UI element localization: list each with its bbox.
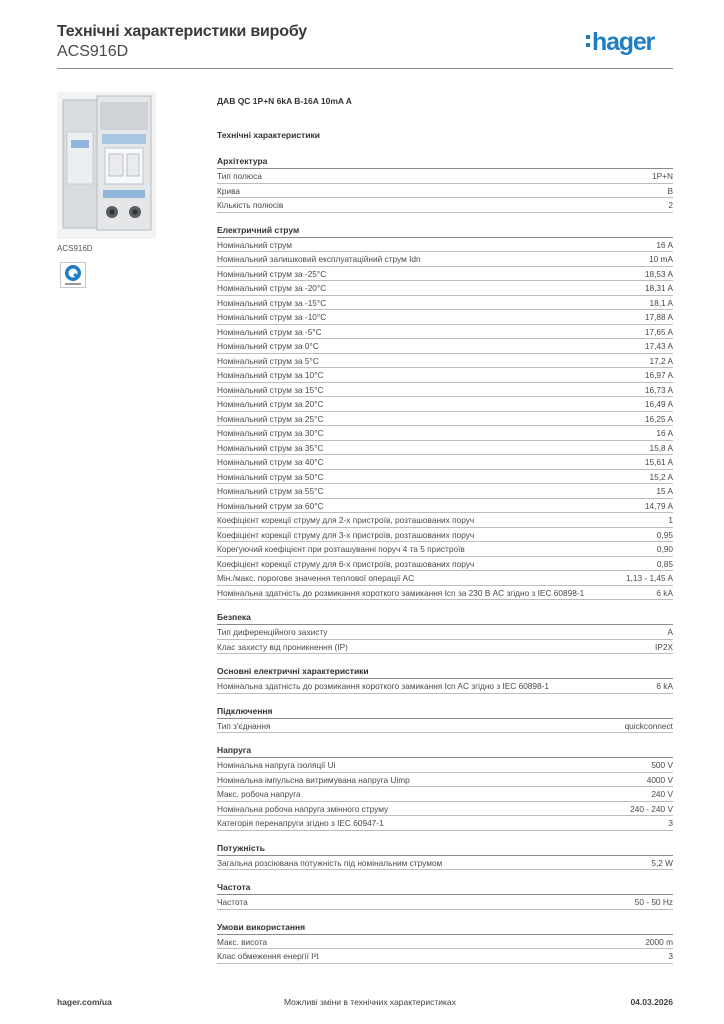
- spec-row: [217, 169, 673, 184]
- product-image: [57, 92, 156, 239]
- spec-label: Клас захисту від проникнення (IP): [217, 641, 348, 652]
- spec-row: [217, 625, 673, 640]
- spec-value: 17,88 A: [644, 312, 673, 322]
- spec-label: Номінальний струм за 20°C: [217, 399, 324, 409]
- spec-row: [217, 310, 673, 325]
- spec-label: Номінальна імпульсна витримувана напруга Uimp: [217, 774, 410, 785]
- spec-label: Номінальний струм за 40°C: [217, 457, 324, 467]
- spec-value: 3: [668, 951, 673, 961]
- footer-note: Можливі зміни в технічних характеристиках: [284, 997, 456, 1007]
- spec-value: B: [667, 185, 673, 196]
- spec-section: [217, 155, 673, 213]
- spec-value: 16 A: [656, 428, 673, 438]
- spec-label: Кількість полюсів: [217, 200, 284, 210]
- spec-value: 240 - 240 V: [630, 803, 673, 814]
- spec-value: A: [667, 627, 673, 637]
- footer-website-link[interactable]: hager.com/ua: [57, 997, 112, 1007]
- spec-value: 1: [668, 515, 673, 525]
- spec-label: Номінальна робоча напруга змінного струму: [217, 803, 389, 814]
- spec-row: [217, 470, 673, 485]
- page-title: Технічні характеристики виробу: [57, 23, 307, 40]
- spec-label: Номінальний струм за 0°C: [217, 341, 319, 351]
- spec-label: Номінальний струм за -20°C: [217, 283, 327, 293]
- spec-value: 17,43 A: [644, 341, 673, 351]
- spec-label: Загальна розсіювана потужність під номінальним струмом: [217, 857, 443, 868]
- spec-value: 16,97 A: [644, 370, 673, 380]
- spec-label: Номінальний струм за 25°C: [217, 413, 324, 424]
- spec-label: Номінальний струм за -10°C: [217, 312, 327, 322]
- spec-value: 14,79 A: [644, 500, 673, 511]
- spec-section: [217, 224, 673, 601]
- spec-value: 50 - 50 Hz: [634, 897, 673, 907]
- spec-row: [217, 856, 673, 871]
- spec-section: [217, 665, 673, 694]
- spec-label: Номінальна здатність до розмикання короткого замикання Icn за 230 В AC згідно з IEC 60898-1: [217, 587, 585, 598]
- spec-row: [217, 640, 673, 655]
- spec-label: Номінальний струм за -5°C: [217, 326, 322, 337]
- spec-value: IP2X: [655, 641, 673, 652]
- spec-value: 15,2 A: [649, 471, 673, 482]
- section-title: Основні електричні характеристики: [217, 665, 673, 679]
- spec-value: 0,90: [656, 544, 673, 554]
- spec-label: Номінальна напруга ізоляції Ui: [217, 760, 336, 770]
- spec-value: 18,1 A: [649, 297, 673, 308]
- header-divider: [57, 68, 673, 69]
- spec-row: [217, 528, 673, 543]
- specifications-content: [217, 95, 673, 975]
- spec-row: [217, 586, 673, 601]
- spec-label: Коефіцієнт корекції струму для 3-х пристроїв, розташованих поруч: [217, 529, 475, 540]
- spec-row: [217, 412, 673, 427]
- spec-row: [217, 542, 673, 557]
- spec-row: [217, 787, 673, 802]
- spec-row: [217, 816, 673, 831]
- spec-value: 6 kA: [656, 587, 673, 598]
- spec-value: 10 mA: [649, 254, 673, 264]
- spec-label: Макс. висота: [217, 936, 268, 947]
- spec-row: [217, 354, 673, 369]
- spec-section: [217, 881, 673, 910]
- specs-heading: Технічні характеристики: [217, 130, 320, 140]
- spec-row: [217, 198, 673, 213]
- spec-section: [217, 921, 673, 964]
- spec-section: [217, 744, 673, 831]
- spec-value: 3: [668, 818, 673, 828]
- spec-label: Номінальна здатність до розмикання короткого замикання Icn AC згідно з IEC 60898-1: [217, 681, 550, 691]
- spec-row: [217, 802, 673, 817]
- spec-row: [217, 571, 673, 586]
- spec-value: quickconnect: [624, 720, 673, 731]
- spec-value: 16,25 A: [644, 413, 673, 424]
- footer-date: 04.03.2026: [630, 997, 673, 1007]
- section-title: Безпека: [217, 611, 673, 625]
- spec-label: Номінальний струм за 5°C: [217, 355, 319, 366]
- spec-row: [217, 252, 673, 267]
- spec-row: [217, 296, 673, 311]
- spec-label: Номінальний струм: [217, 239, 292, 250]
- spec-value: 16 A: [656, 239, 673, 250]
- spec-label: Номінальний струм за 35°C: [217, 442, 324, 453]
- spec-label: Номінальний струм за 60°C: [217, 500, 324, 511]
- spec-value: 17,2 A: [649, 355, 673, 366]
- logo-text: hager: [592, 28, 655, 56]
- section-title: Умови використання: [217, 921, 673, 935]
- spec-label: Корегуючий коефіцієнт при розташуванні поруч 4 та 5 пристроїв: [217, 544, 465, 554]
- spec-value: 240 V: [651, 789, 673, 799]
- spec-label: Коефіцієнт корекції струму для 6-х пристроїв, розташованих поруч: [217, 558, 475, 569]
- spec-row: [217, 895, 673, 910]
- spec-row: [217, 184, 673, 199]
- section-title: Підключення: [217, 705, 673, 719]
- spec-value: 4000 V: [646, 774, 673, 785]
- spec-row: [217, 949, 673, 964]
- spec-row: [217, 339, 673, 354]
- spec-value: 5,2 W: [651, 857, 673, 868]
- spec-row: [217, 484, 673, 499]
- spec-label: Номінальний струм за 50°C: [217, 471, 324, 482]
- spec-label: Номінальний струм за 55°C: [217, 486, 324, 496]
- spec-label: Мін./макс. порогове значення теплової операції AC: [217, 573, 415, 583]
- section-title: Електричний струм: [217, 224, 673, 238]
- spec-section: [217, 705, 673, 734]
- spec-label: Коефіцієнт корекції струму для 2-х пристроїв, розташованих поруч: [217, 515, 475, 525]
- spec-value: 15,61 A: [644, 457, 673, 467]
- spec-row: [217, 499, 673, 514]
- spec-value: 18,53 A: [644, 268, 673, 279]
- quickconnect-badge-icon: [60, 262, 86, 288]
- spec-row: [217, 281, 673, 296]
- spec-row: [217, 679, 673, 694]
- spec-label: Клас обмеження енергії I²t: [217, 951, 319, 961]
- spec-value: 1P+N: [652, 171, 673, 181]
- spec-label: Тип полюса: [217, 171, 262, 181]
- spec-row: [217, 383, 673, 398]
- spec-value: 15 A: [656, 486, 673, 496]
- spec-label: Крива: [217, 185, 241, 196]
- spec-row: [217, 758, 673, 773]
- spec-row: [217, 238, 673, 253]
- spec-label: Номінальний струм за 10°C: [217, 370, 324, 380]
- spec-row: [217, 719, 673, 734]
- spec-label: Частота: [217, 897, 248, 907]
- spec-value: 16,73 A: [644, 384, 673, 395]
- spec-value: 1,13 - 1,45 A: [625, 573, 673, 583]
- spec-label: Номінальний залишковий експлуатаційний струм Idn: [217, 254, 421, 264]
- spec-sections: [217, 155, 673, 964]
- spec-value: 15,8 A: [649, 442, 673, 453]
- spec-label: Номінальний струм за -15°C: [217, 297, 327, 308]
- page-header: [57, 22, 307, 61]
- spec-row: [217, 426, 673, 441]
- spec-row: [217, 773, 673, 788]
- spec-value: 0,95: [656, 529, 673, 540]
- spec-value: 0,85: [656, 558, 673, 569]
- logo-dots: [586, 35, 590, 51]
- spec-label: Тип диференційного захисту: [217, 627, 328, 637]
- section-title: Потужність: [217, 842, 673, 856]
- spec-row: [217, 368, 673, 383]
- spec-label: Номінальний струм за 15°C: [217, 384, 324, 395]
- section-title: Частота: [217, 881, 673, 895]
- spec-label: Номінальний струм за 30°C: [217, 428, 324, 438]
- product-image-caption: ACS916D: [57, 244, 93, 253]
- section-title: Архітектура: [217, 155, 673, 169]
- spec-section: [217, 611, 673, 654]
- hager-logo: [592, 28, 674, 58]
- spec-row: [217, 397, 673, 412]
- spec-row: [217, 935, 673, 950]
- spec-row: [217, 267, 673, 282]
- spec-row: [217, 557, 673, 572]
- spec-value: 2: [668, 200, 673, 210]
- spec-row: [217, 441, 673, 456]
- spec-value: 17,65 A: [644, 326, 673, 337]
- product-code-title: ACS916D: [57, 43, 129, 60]
- spec-label: Номінальний струм за -25°C: [217, 268, 327, 279]
- spec-value: 16,49 A: [644, 399, 673, 409]
- spec-label: Категорія перенапруги згідно з IEC 60947-1: [217, 818, 384, 828]
- spec-row: [217, 513, 673, 528]
- spec-value: 18,31 A: [644, 283, 673, 293]
- spec-row: [217, 325, 673, 340]
- spec-value: 500 V: [651, 760, 673, 770]
- section-title: Напруга: [217, 744, 673, 758]
- spec-value: 2000 m: [645, 936, 673, 947]
- product-name: ДАВ QC 1P+N 6kA B-16A 10mA A: [217, 96, 352, 106]
- spec-section: [217, 842, 673, 871]
- spec-value: 6 kA: [656, 681, 673, 691]
- spec-label: Макс. робоча напруга: [217, 789, 301, 799]
- spec-row: [217, 455, 673, 470]
- spec-label: Тип з'єднання: [217, 720, 271, 731]
